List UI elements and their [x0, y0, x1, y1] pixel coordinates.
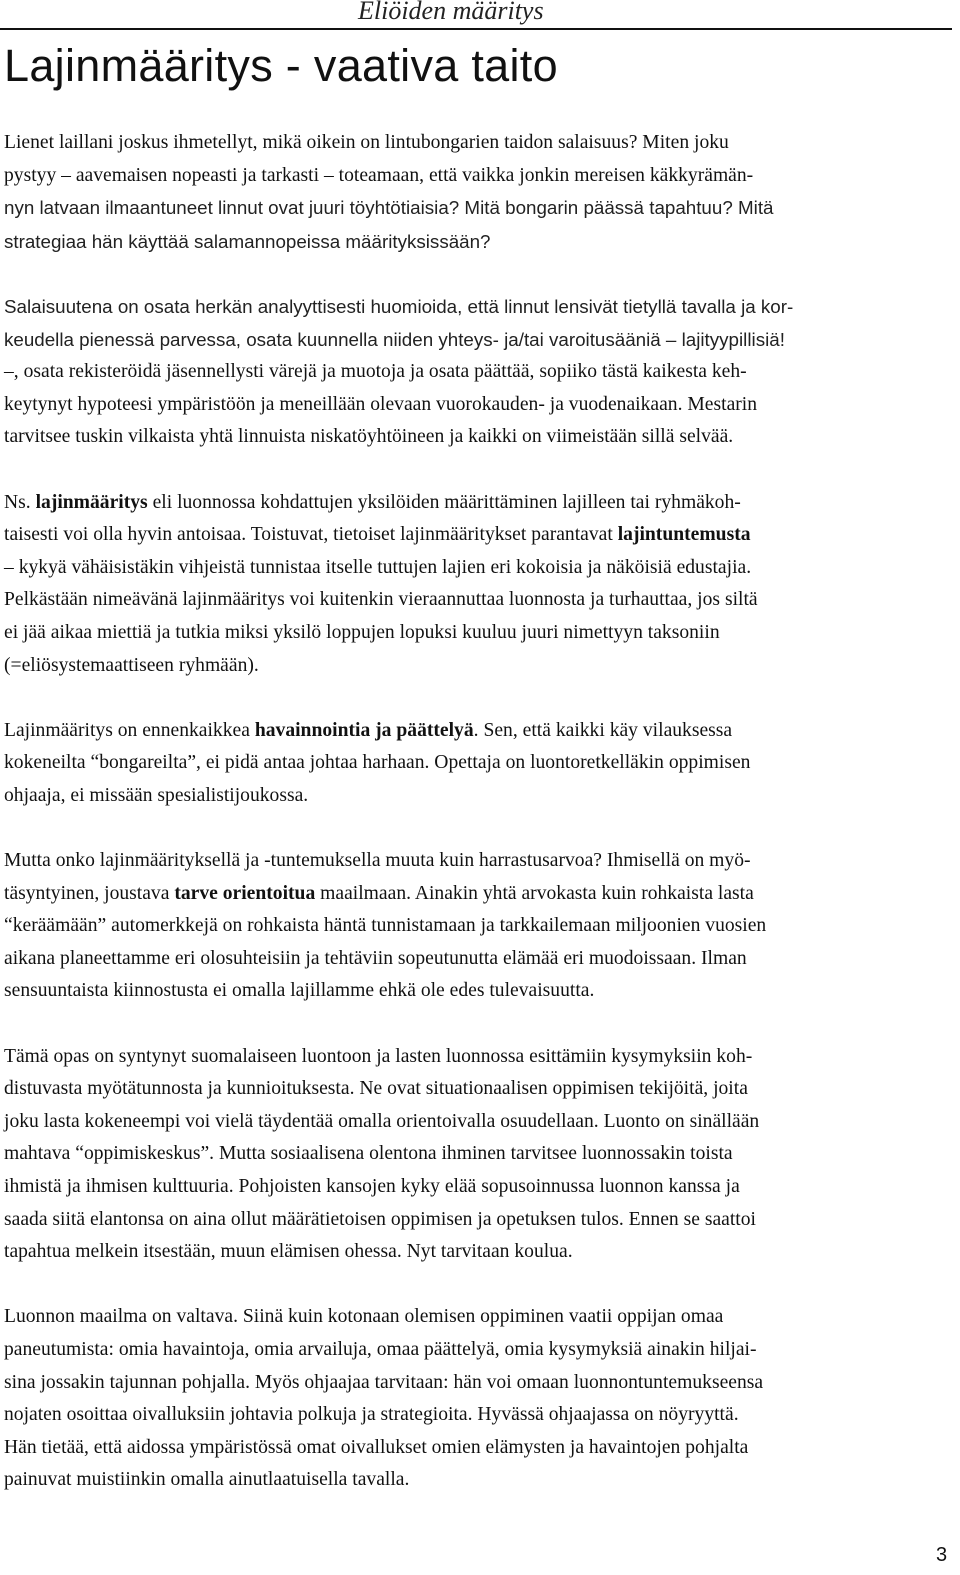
paragraph-4: [4, 715, 948, 813]
text-line: –, osata rekisteröidä jäsennellysti värejä ja muotoja ja osata päättää, sopiiko tästä kaikesta keh-: [4, 361, 747, 383]
text-line: ohjaaja, ei missään spesialistijoukossa.: [4, 784, 309, 806]
paragraph-intro: [4, 127, 948, 258]
paragraph-gap: [4, 812, 948, 845]
text-run: eli luonnossa kohdattujen yksilöiden määrittäminen lajilleen tai ryhmäkoh-: [147, 491, 741, 513]
text-line: [4, 519, 948, 552]
text-line: Tämä opas on syntynyt suomalaiseen luontoon ja lasten luonnossa esittämiin kysymyksiin koh-: [4, 1045, 753, 1067]
text-line: painuvat muistiinkin omalla ainutlaatuisella tavalla.: [4, 1469, 410, 1491]
text-line: distuvasta myötätunnosta ja kunnioituksesta. Ne ovat situationaalisen oppimisen tekijöitä, joita: [4, 1078, 748, 1100]
paragraph-gap: [4, 1008, 948, 1041]
term-tarve-orientoitua: tarve orientoitua: [174, 882, 316, 904]
text-line: [4, 715, 948, 748]
sans-text: nyn latvaan ilmaantuneet linnut ovat juuri töyhtötiaisia? Mitä bongarin päässä tapahtuu?: [4, 197, 738, 219]
paragraph-gap: [4, 454, 948, 487]
paragraph-gap: [4, 682, 948, 715]
text-line: “keräämään” automerkkejä on rohkaista häntä tunnistamaan ja tarkkailemaan miljoonien vuosien: [4, 915, 767, 937]
text-line: keytynyt hypoteesi ympäristöön ja meneillään olevaan vuorokauden- ja vuodenaikaan. Mestarin: [4, 393, 758, 415]
page-title: Lajinmääritys - vaativa taito: [4, 40, 558, 91]
text-line: strategiaa hän käyttää salamannopeissa määrityksissään?: [4, 230, 491, 252]
text-line: [4, 192, 948, 226]
paragraph-3: [4, 487, 948, 683]
text-line: pystyy – aavemaisen nopeasti ja tarkasti – toteamaan, että vaikka jonkin mereisen käkkyrämän-: [4, 164, 754, 186]
text-line: Salaisuutena on osata herkän analyyttisesti huomioida, että linnut lensivät tietyllä tavalla ja kor-: [4, 295, 794, 317]
text-line: – kykyä vähäisistäkin vihjeistä tunnistaa itselle tuttujen lajien eri kokoisia ja näköisiä edustajia.: [4, 556, 752, 578]
text-line: aikana planeettamme eri olosuhteisiin ja tehtäviin sopeutunutta elämää eri muodoissaan. Ilman: [4, 947, 747, 969]
text-line: mahtava “oppimiskeskus”. Mutta sosiaalisena olentona ihminen tarvitsee luonnossakin toista: [4, 1143, 733, 1165]
text-run: Ns.: [4, 491, 36, 513]
text-line: joku lasta kokeneempi voi vielä täydentää omalla orientoivalla osuudellaan. Luonto on sinällään: [4, 1110, 760, 1132]
text-run: täsyntyinen, joustava: [4, 882, 175, 904]
text-line: keudella pienessä parvessa, osata kuunnella niiden yhteys- ja/tai varoitusääniä – lajityypillisiä!: [4, 328, 785, 350]
text-line: (=eliösystemaattiseen ryhmään).: [4, 654, 259, 676]
header-rule: [0, 28, 952, 30]
text-line: sensuuntaista kiinnostusta ei omalla lajillamme ehkä ole edes tulevaisuutta.: [4, 980, 595, 1002]
page-number: 3: [936, 1544, 948, 1566]
text-run: . Sen, että kaikki käy vilauksessa: [473, 719, 733, 741]
paragraph-6: [4, 1041, 948, 1269]
text-line: Luonnon maailma on valtava. Siinä kuin kotonaan olemisen oppiminen vaatii oppijan omaa: [4, 1306, 724, 1328]
text-line: saada siitä elantonsa on aina ollut määrätietoisen oppimisen ja opetuksen tulos. Ennen se saattoi: [4, 1208, 756, 1230]
paragraph-gap: [4, 1269, 948, 1302]
text-line: sina jossakin tajunnan pohjalla. Myös ohjaajaa tarvitaan: hän voi omaan luonnontuntemukseensa: [4, 1371, 764, 1393]
term-lajintuntemus: lajintuntemusta: [617, 524, 751, 546]
text-run: Lajinmääritys on ennenkaikkea: [4, 719, 255, 741]
text-line: ihmistä ja ihmisen kulttuuria. Pohjoisten kansojen kyky elää sopusoinnussa luonnon kanssa ja: [4, 1176, 740, 1197]
text-line: [4, 487, 948, 520]
term-lajinmaaritys: lajinmääritys: [35, 491, 148, 513]
text-line: Hän tietää, että aidossa ympäristössä omat oivallukset omien elämysten ja havaintojen pohjalta: [4, 1436, 749, 1458]
text-line: kokeneilta “bongareilta”, ei pidä antaa johtaa harhaan. Opettaja on luontoretkelläkin oppimisen: [4, 752, 751, 774]
text-line: Pelkästään nimeävänä lajinmääritys voi kuitenkin vieraannuttaa luonnosta ja turhauttaa, jos siltä: [4, 589, 758, 611]
text-line: tapahtua melkein itsestään, muun elämisen ohessa. Nyt tarvitaan koulua.: [4, 1241, 573, 1263]
text-line: tarvitsee tuskin vilkaista yhtä linnuista niskatöyhtöineen ja kaikki on viimeistään sillä selvää.: [4, 426, 734, 448]
running-header: [0, 0, 952, 30]
paragraph-5: [4, 845, 948, 1008]
text-line: [4, 878, 948, 911]
paragraph-2: [4, 291, 948, 454]
text-run: taisesti voi olla hyvin antoisaa. Toistuvat, tietoiset lajinmääritykset parantavat: [4, 524, 618, 546]
term-havainnointia: havainnointia ja päättelyä: [254, 719, 474, 741]
paragraph-7: [4, 1301, 948, 1497]
text-line: ei jää aikaa miettiä ja tutkia miksi yksilö loppujen lopuksi kuuluu juuri nimettyyn taksoniin: [4, 621, 720, 643]
paragraph-gap: [4, 258, 948, 291]
running-header-title: Eliöiden määritys: [358, 0, 544, 25]
body-text: [4, 127, 948, 1497]
sans-text: Mitä: [738, 197, 774, 219]
text-line: Lienet laillani joskus ihmetellyt, mikä oikein on lintubongarien taidon salaisuus? Miten joku: [4, 132, 729, 153]
text-line: paneutumista: omia havaintoja, omia arvailuja, omaa päättelyä, omia kysymyksiä ainakin hiljai-: [4, 1338, 757, 1360]
text-line: nojaten osoittaa oivalluksiin johtavia polkuja ja strategioita. Hyvässä ohjaajassa on nöyryyttä.: [4, 1404, 739, 1426]
text-line: Mutta onko lajinmäärityksellä ja -tuntemuksella muuta kuin harrastusarvoa? Ihmisellä on myö-: [4, 850, 751, 872]
text-run: maailmaan. Ainakin yhtä arvokasta kuin rohkaista lasta: [315, 882, 754, 904]
